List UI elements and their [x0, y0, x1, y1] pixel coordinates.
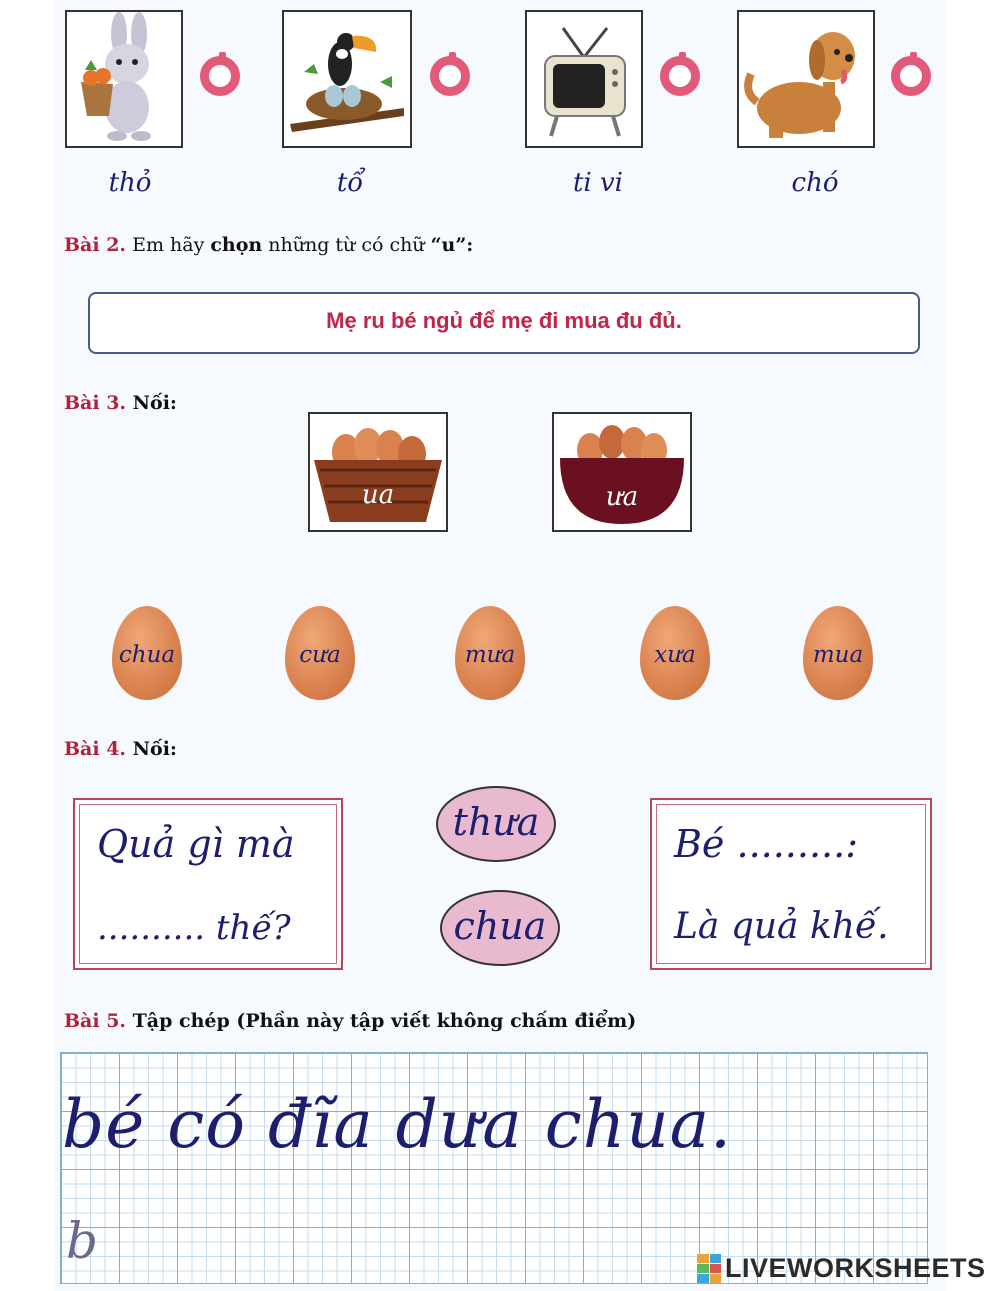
oval-label-chua: chua — [453, 904, 547, 948]
toucan-image — [282, 10, 412, 148]
bai5-label: Bài 5. — [64, 1010, 127, 1032]
left-card-line1: Quả gì mà — [97, 822, 295, 866]
practice-letter: b — [66, 1212, 99, 1270]
word-label-2: tổ — [336, 168, 364, 198]
sentence-box — [88, 292, 920, 354]
selectable-sentence[interactable]: Mẹ ru bé ngủ để mẹ đi mua đu đủ. — [326, 308, 682, 333]
egg-label-3: mưa — [464, 642, 516, 668]
right-card-line1: Bé .........: — [674, 822, 859, 866]
bai4-label: Bài 4. — [64, 738, 127, 760]
bai2-text-b: những từ có chữ — [262, 234, 431, 256]
word-label-1: thỏ — [108, 168, 152, 198]
bai2-text-bold: chọn — [210, 234, 263, 256]
bai2-quote: “u”: — [430, 234, 474, 256]
bai2-heading — [64, 234, 473, 256]
answer-ring-3[interactable] — [660, 56, 700, 96]
oval-chua[interactable] — [440, 890, 560, 966]
egg-label-2: cưa — [299, 642, 341, 668]
answer-ring-4[interactable] — [891, 56, 931, 96]
rabbit-icon — [67, 12, 181, 146]
answer-card-right[interactable] — [650, 798, 932, 970]
bai5-heading — [64, 1010, 636, 1032]
bai3-heading — [64, 392, 177, 414]
bai4-heading — [64, 738, 177, 760]
rabbit-image — [65, 10, 183, 148]
dog-image — [737, 10, 875, 148]
bai2-label: Bài 2. — [64, 234, 127, 256]
basket-icon — [554, 414, 690, 530]
toucan-nest-icon — [284, 12, 410, 146]
copy-sample-text: bé có đĩa dưa chua. — [62, 1086, 733, 1163]
bai3-label: Bài 3. — [64, 392, 127, 414]
left-card-line2: .......... thế? — [97, 908, 291, 948]
basket-label-ua-horn: ưa — [605, 482, 639, 512]
egg-label-5: mua — [812, 642, 864, 668]
logo-text: LIVEWORKSHEETS — [725, 1253, 986, 1283]
egg-label-4: xưa — [654, 642, 696, 668]
word-label-3: ti vi — [572, 168, 624, 198]
bai4-title: Nối: — [126, 738, 177, 760]
right-card-line2: Là quả khế. — [674, 906, 889, 947]
bai5-title: Tập chép (Phần này tập viết không chấm điểm) — [126, 1010, 637, 1032]
egg-label-1: chua — [118, 642, 176, 668]
tv-image — [525, 10, 643, 148]
bai2-text-a: Em hãy — [126, 234, 211, 256]
question-card-left[interactable] — [73, 798, 343, 970]
answer-ring-2[interactable] — [430, 56, 470, 96]
dog-icon — [739, 12, 873, 146]
tv-icon — [527, 12, 641, 146]
basket-ua[interactable] — [308, 412, 448, 532]
basket-ua-horn[interactable] — [552, 412, 692, 532]
liveworksheets-logo — [697, 1253, 986, 1284]
oval-thua[interactable] — [436, 786, 556, 862]
answer-ring-1[interactable] — [200, 56, 240, 96]
basket-label-ua: ua — [361, 480, 395, 510]
oval-label-thua: thưa — [452, 800, 540, 844]
logo-icon — [697, 1254, 721, 1284]
bai3-title: Nối: — [126, 392, 177, 414]
basket-icon — [310, 414, 446, 530]
word-label-4: chó — [791, 168, 839, 198]
